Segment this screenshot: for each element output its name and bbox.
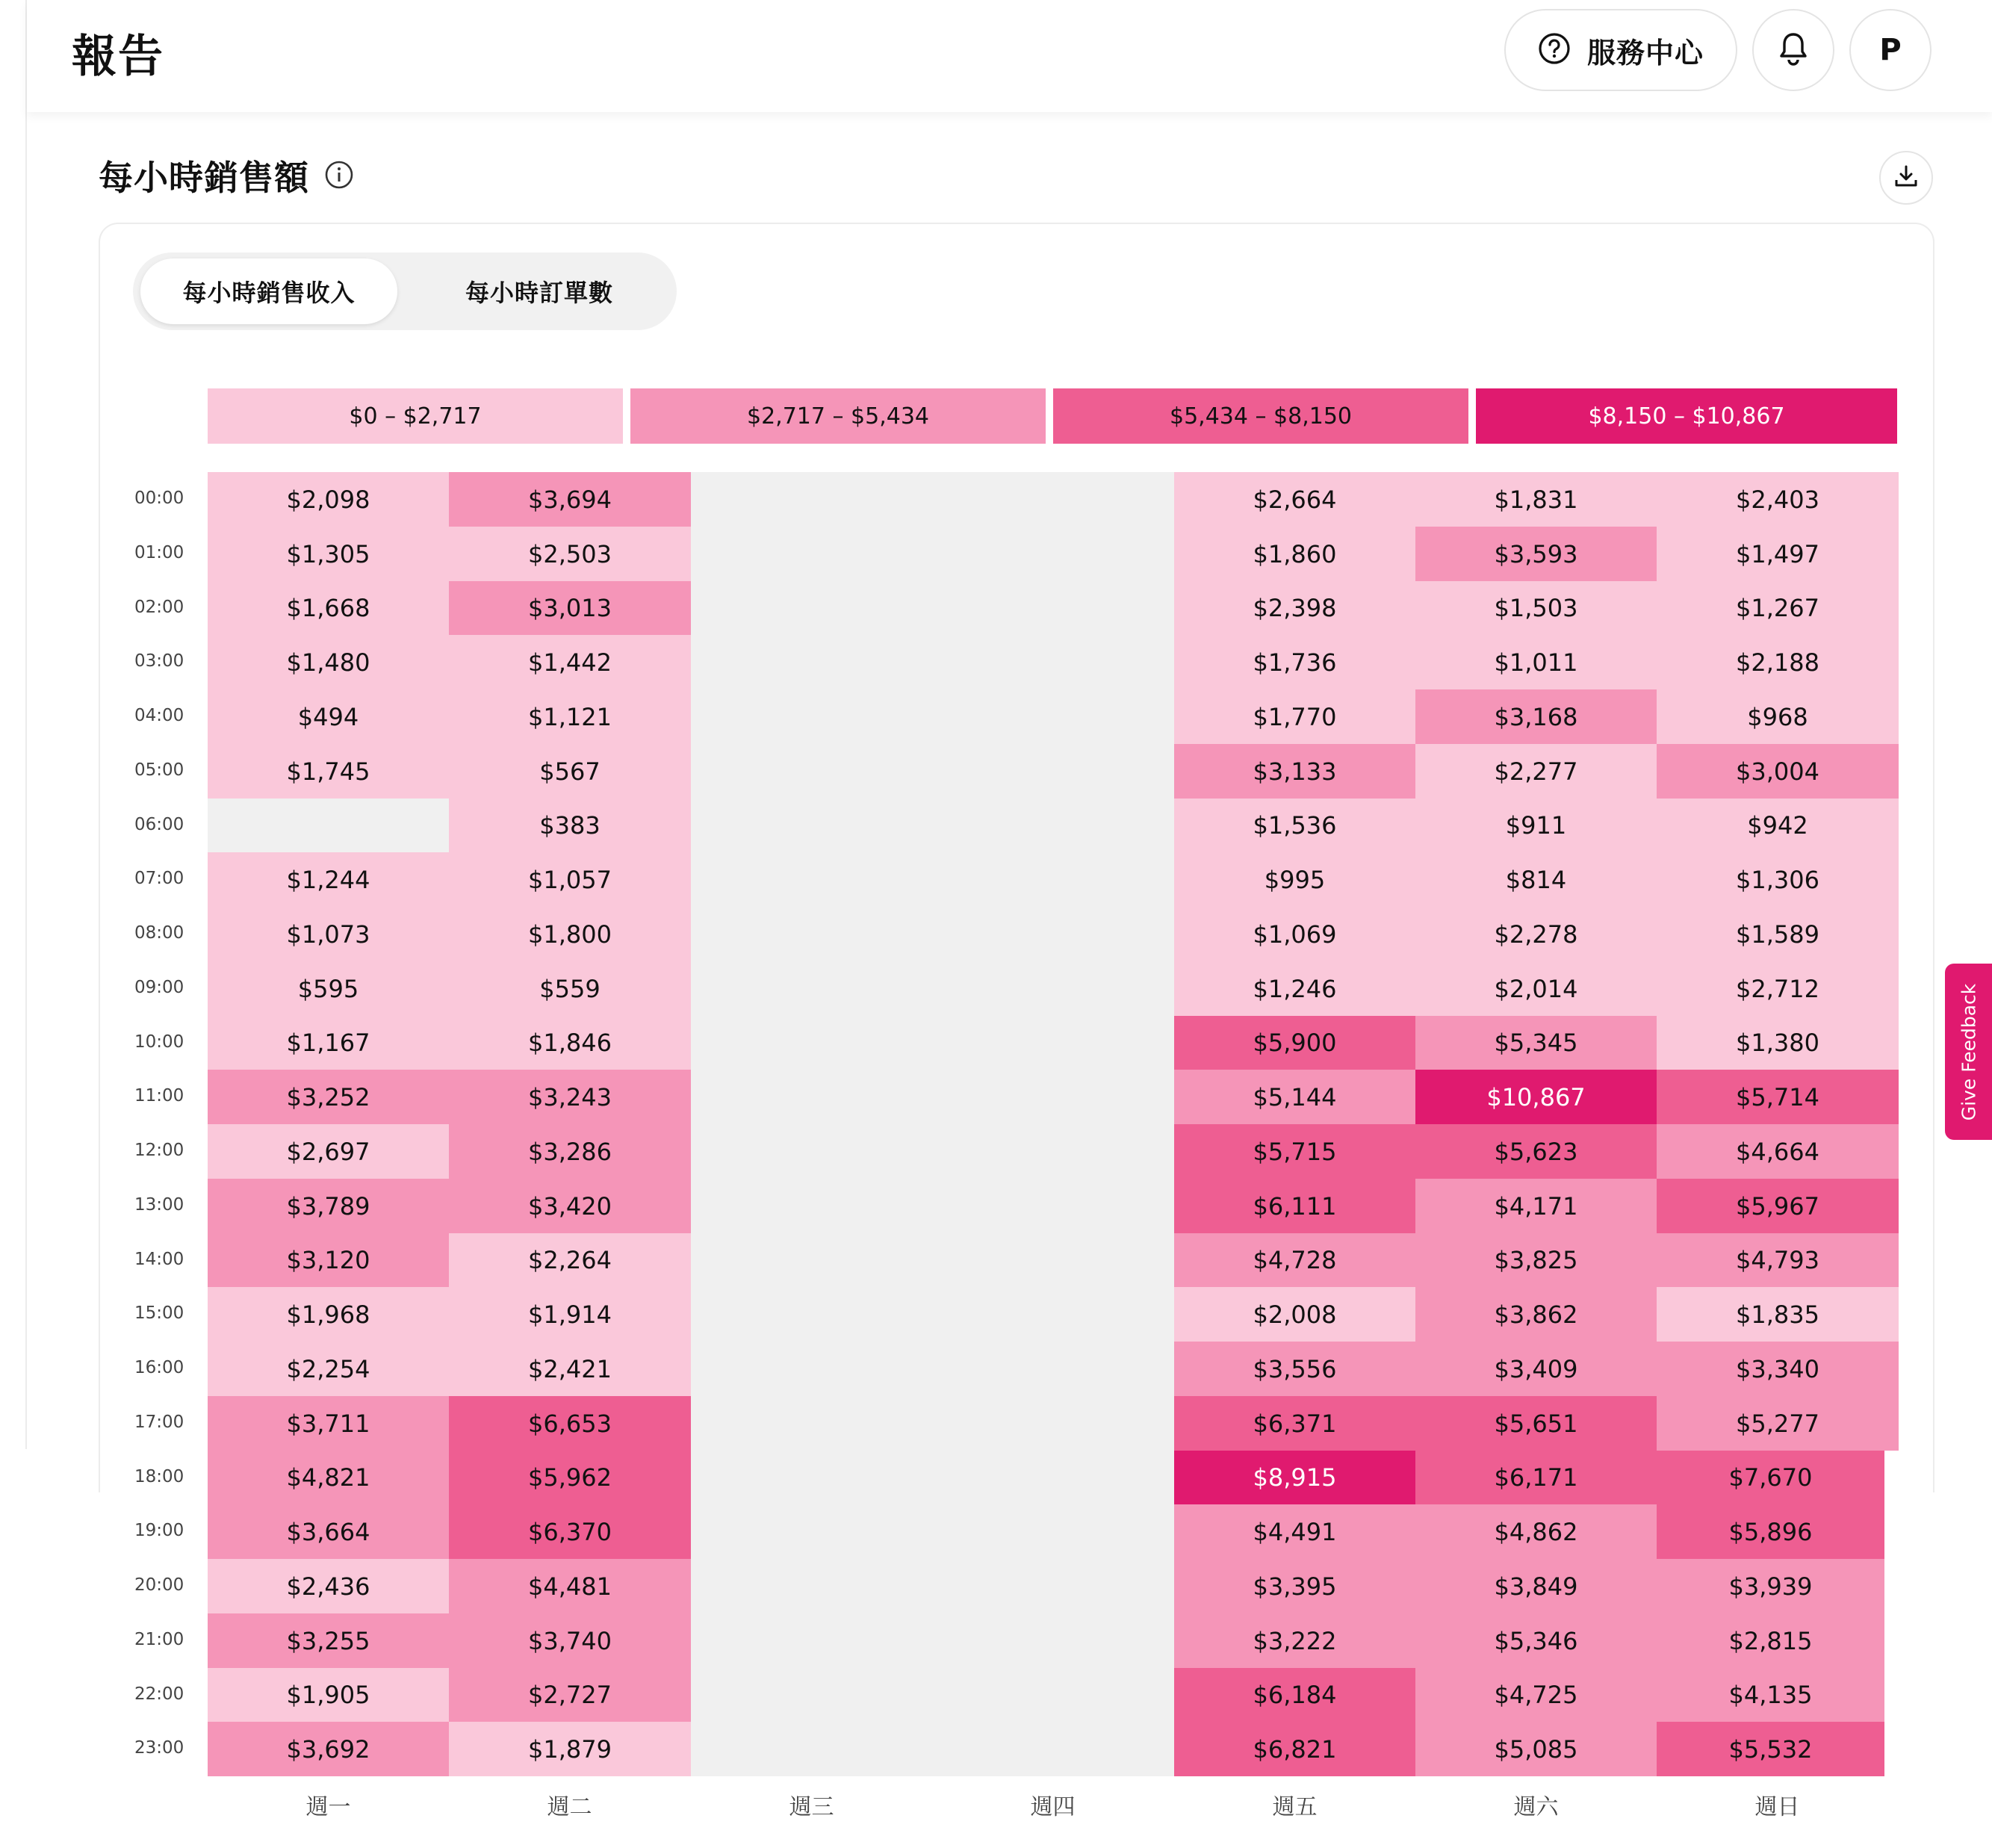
heatmap-cell[interactable]: $2,254 (208, 1342, 449, 1396)
heatmap-cell[interactable]: $2,008 (1174, 1287, 1415, 1342)
legend-bucket-4: $8,150 – $10,867 (1476, 388, 1897, 444)
heatmap-cell[interactable]: $2,278 (1415, 907, 1657, 961)
heatmap-cell[interactable]: $3,013 (449, 581, 691, 635)
heatmap-cell[interactable]: $1,380 (1657, 1016, 1899, 1070)
heatmap-cell[interactable] (932, 689, 1174, 744)
heatmap-cell[interactable] (691, 1287, 932, 1342)
heatmap-cell[interactable]: $8,915 (1174, 1451, 1415, 1504)
heatmap-cell[interactable]: $1,745 (208, 744, 449, 799)
heatmap-cell[interactable]: $3,692 (208, 1722, 449, 1776)
heatmap-cell[interactable]: $2,188 (1657, 635, 1899, 689)
heatmap-cell[interactable]: $3,420 (449, 1179, 691, 1233)
hour-label: 09:00 (134, 977, 184, 997)
heatmap-cell[interactable] (691, 1016, 932, 1070)
help-icon (1538, 32, 1571, 68)
heatmap-cell[interactable] (932, 581, 1174, 635)
hour-label: 10:00 (134, 1032, 184, 1052)
heatmap-cell[interactable]: $2,664 (1174, 472, 1415, 527)
page-title: 報告 (72, 31, 164, 83)
heatmap-cell[interactable]: $1,879 (449, 1722, 691, 1776)
info-icon[interactable] (324, 160, 354, 193)
heatmap-cell[interactable] (691, 1504, 932, 1559)
heatmap-cell[interactable]: $1,860 (1174, 527, 1415, 581)
heatmap-cell[interactable]: $4,728 (1174, 1233, 1415, 1287)
heatmap-cell[interactable]: $1,442 (449, 635, 691, 689)
heatmap-cell[interactable]: $2,436 (208, 1559, 449, 1613)
hour-label: 14:00 (134, 1249, 184, 1269)
heatmap-cell[interactable]: $3,939 (1657, 1559, 1884, 1613)
heatmap-cell[interactable]: $6,653 (449, 1396, 691, 1451)
heatmap-cell[interactable]: $2,403 (1657, 472, 1899, 527)
heatmap-cell[interactable] (932, 1233, 1174, 1287)
heatmap-cell[interactable] (932, 1504, 1174, 1559)
hour-label: 08:00 (134, 923, 184, 943)
heatmap-cell[interactable] (932, 1070, 1174, 1124)
heatmap-cell[interactable]: $5,896 (1657, 1504, 1884, 1559)
hour-label: 05:00 (134, 760, 184, 780)
heatmap-cell[interactable]: $2,264 (449, 1233, 691, 1287)
hour-label: 07:00 (134, 869, 184, 889)
heatmap-cell[interactable]: $3,168 (1415, 689, 1657, 744)
heatmap-cell[interactable] (208, 799, 449, 852)
heatmap-cell[interactable] (691, 1559, 932, 1613)
hour-label: 11:00 (134, 1086, 184, 1106)
heatmap-cell[interactable] (932, 1668, 1174, 1722)
heatmap-cell[interactable]: $6,370 (449, 1504, 691, 1559)
hour-label: 00:00 (134, 489, 184, 508)
heatmap-cell[interactable]: $6,371 (1174, 1396, 1415, 1451)
hour-label: 19:00 (134, 1521, 184, 1541)
heatmap-cell[interactable]: $2,503 (449, 527, 691, 581)
heatmap-cell[interactable] (932, 961, 1174, 1016)
heatmap-cell[interactable]: $2,098 (208, 472, 449, 527)
heatmap-cell[interactable]: $4,725 (1415, 1668, 1657, 1722)
help-center-label: 服務中心 (1586, 36, 1704, 69)
heatmap-cell[interactable]: $3,556 (1174, 1342, 1415, 1396)
heatmap-cell[interactable]: $3,395 (1174, 1559, 1415, 1613)
hour-label: 18:00 (134, 1466, 184, 1486)
heatmap-cell[interactable] (932, 527, 1174, 581)
give-feedback-label: Give Feedback (1958, 983, 1979, 1120)
heatmap-cell[interactable]: $2,014 (1415, 961, 1657, 1016)
heatmap-cell[interactable]: $383 (449, 799, 691, 852)
heatmap-cell[interactable]: $1,589 (1657, 907, 1899, 961)
heatmap-cell[interactable] (932, 744, 1174, 799)
heatmap-cell[interactable]: $2,421 (449, 1342, 691, 1396)
avatar-button[interactable] (1849, 9, 1932, 91)
help-center-button[interactable] (1504, 9, 1737, 91)
heatmap-cell[interactable]: $1,846 (449, 1016, 691, 1070)
heatmap-cell[interactable] (932, 472, 1174, 527)
heatmap-cell[interactable]: $6,171 (1415, 1451, 1657, 1504)
heatmap-cell[interactable] (691, 852, 932, 907)
heatmap-cell[interactable] (932, 1342, 1174, 1396)
heatmap-cell[interactable] (691, 1070, 932, 1124)
heatmap-cell[interactable]: $3,004 (1657, 744, 1899, 799)
heatmap-cell[interactable]: $6,111 (1174, 1179, 1415, 1233)
heatmap-cell[interactable] (691, 1396, 932, 1451)
heatmap-cell[interactable]: $5,085 (1415, 1722, 1657, 1776)
tab-hourly-orders[interactable]: 每小時訂單數 (465, 279, 613, 307)
heatmap-cell[interactable] (932, 1451, 1174, 1504)
heatmap-cell[interactable]: $1,770 (1174, 689, 1415, 744)
download-button[interactable] (1879, 151, 1933, 205)
heatmap-cell[interactable]: $5,715 (1174, 1124, 1415, 1179)
hour-label: 06:00 (134, 814, 184, 834)
heatmap-cell[interactable] (691, 744, 932, 799)
heatmap-cell[interactable]: $4,135 (1657, 1668, 1884, 1722)
notifications-button[interactable] (1752, 9, 1834, 91)
heatmap-cell[interactable]: $6,821 (1174, 1722, 1415, 1776)
heatmap-cell[interactable]: $5,967 (1657, 1179, 1899, 1233)
heatmap-cell[interactable]: $4,491 (1174, 1504, 1415, 1559)
heatmap-cell[interactable]: $1,831 (1415, 472, 1657, 527)
avatar-initial: P (1879, 33, 1902, 67)
heatmap-cell[interactable] (932, 1287, 1174, 1342)
day-label: 週四 (1030, 1794, 1076, 1820)
heatmap-cell[interactable] (932, 1396, 1174, 1451)
hour-label: 13:00 (134, 1194, 184, 1215)
section-title: 每小時銷售額 (99, 158, 309, 198)
heatmap-cell[interactable]: $3,340 (1657, 1342, 1899, 1396)
heatmap-cell[interactable] (932, 1722, 1174, 1776)
heatmap-cell[interactable]: $3,694 (449, 472, 691, 527)
heatmap-cell[interactable] (691, 581, 932, 635)
left-border (25, 0, 27, 1449)
heatmap-cell[interactable]: $968 (1657, 689, 1899, 744)
heatmap-cell[interactable]: $3,825 (1415, 1233, 1657, 1287)
heatmap-cell[interactable]: $3,664 (208, 1504, 449, 1559)
heatmap-cell[interactable]: $5,532 (1657, 1722, 1884, 1776)
heatmap-cell[interactable]: $3,789 (208, 1179, 449, 1233)
heatmap-cell[interactable]: $1,736 (1174, 635, 1415, 689)
heatmap-cell[interactable]: $3,255 (208, 1613, 449, 1668)
bell-icon (1777, 31, 1810, 69)
day-label: 週三 (789, 1794, 834, 1820)
day-label: 週日 (1754, 1794, 1800, 1820)
heatmap-cell[interactable]: $1,503 (1415, 581, 1657, 635)
heatmap-cell[interactable]: $5,345 (1415, 1016, 1657, 1070)
day-label: 週六 (1513, 1794, 1559, 1820)
heatmap-cell[interactable]: $4,821 (208, 1451, 449, 1504)
heatmap-cell[interactable]: $1,306 (1657, 852, 1899, 907)
heatmap-cell[interactable]: $4,664 (1657, 1124, 1899, 1179)
hour-label: 23:00 (134, 1738, 184, 1758)
heatmap-cell[interactable] (691, 527, 932, 581)
heatmap-cell[interactable]: $1,668 (208, 581, 449, 635)
heatmap-cell[interactable]: $2,815 (1657, 1613, 1884, 1668)
heatmap-cell[interactable]: $2,712 (1657, 961, 1899, 1016)
heatmap-cell[interactable]: $1,057 (449, 852, 691, 907)
heatmap-cell[interactable]: $3,711 (208, 1396, 449, 1451)
heatmap-cell[interactable]: $595 (208, 961, 449, 1016)
heatmap-cell[interactable]: $2,277 (1415, 744, 1657, 799)
metric-toggle (133, 252, 677, 330)
heatmap-cell[interactable] (691, 1342, 932, 1396)
heatmap-cell[interactable]: $2,398 (1174, 581, 1415, 635)
heatmap-cell[interactable]: $567 (449, 744, 691, 799)
heatmap-cell[interactable] (691, 799, 932, 852)
hour-label: 12:00 (134, 1141, 184, 1160)
heatmap-cell[interactable]: $5,346 (1415, 1613, 1657, 1668)
heatmap-cell[interactable]: $1,069 (1174, 907, 1415, 961)
heatmap-cell[interactable] (932, 907, 1174, 961)
heatmap-cell[interactable]: $4,481 (449, 1559, 691, 1613)
hour-label: 15:00 (134, 1303, 184, 1324)
heatmap-cell[interactable]: $5,277 (1657, 1396, 1899, 1451)
heatmap-cell[interactable]: $3,593 (1415, 527, 1657, 581)
heatmap-cell[interactable] (932, 1559, 1174, 1613)
hour-label: 21:00 (134, 1629, 184, 1649)
heatmap-cell[interactable]: $559 (449, 961, 691, 1016)
heatmap-cell[interactable]: $2,727 (449, 1668, 691, 1722)
heatmap-cell[interactable]: $3,243 (449, 1070, 691, 1124)
heatmap-cell[interactable] (691, 472, 932, 527)
heatmap-cell[interactable] (932, 635, 1174, 689)
heatmap-cell[interactable] (932, 1179, 1174, 1233)
hour-label: 22:00 (134, 1684, 184, 1704)
heatmap-cell[interactable]: $1,167 (208, 1016, 449, 1070)
heatmap-cell[interactable]: $1,011 (1415, 635, 1657, 689)
legend-bucket-2: $2,717 – $5,434 (630, 388, 1046, 444)
heatmap-cell[interactable]: $1,497 (1657, 527, 1899, 581)
heatmap-cell[interactable]: $5,651 (1415, 1396, 1657, 1451)
legend-bucket-3: $5,434 – $8,150 (1053, 388, 1468, 444)
hour-label: 04:00 (134, 706, 184, 725)
heatmap-cell[interactable] (691, 1233, 932, 1287)
heatmap-cell[interactable] (691, 907, 932, 961)
heatmap-cell[interactable]: $1,800 (449, 907, 691, 961)
hour-label: 01:00 (134, 542, 184, 562)
heatmap-cell[interactable]: $942 (1657, 799, 1899, 852)
tab-hourly-revenue[interactable]: 每小時銷售收入 (140, 258, 397, 324)
heatmap-cell[interactable]: $6,184 (1174, 1668, 1415, 1722)
heatmap-cell[interactable]: $1,480 (208, 635, 449, 689)
heatmap-cell[interactable]: $5,962 (449, 1451, 691, 1504)
heatmap-cell[interactable]: $911 (1415, 799, 1657, 852)
heatmap-cell[interactable]: $1,073 (208, 907, 449, 961)
heatmap-cell[interactable]: $995 (1174, 852, 1415, 907)
heatmap-cell[interactable]: $1,835 (1657, 1287, 1899, 1342)
heatmap-cell[interactable]: $4,862 (1415, 1504, 1657, 1559)
heatmap-cell[interactable] (932, 1016, 1174, 1070)
heatmap-cell[interactable]: $1,121 (449, 689, 691, 744)
heatmap-cell[interactable]: $1,305 (208, 527, 449, 581)
heatmap-cell[interactable]: $3,120 (208, 1233, 449, 1287)
heatmap-cell[interactable]: $1,267 (1657, 581, 1899, 635)
heatmap-cell[interactable] (691, 1668, 932, 1722)
heatmap-cell[interactable]: $1,968 (208, 1287, 449, 1342)
hour-label: 17:00 (134, 1412, 184, 1432)
heatmap-cell[interactable]: $3,222 (1174, 1613, 1415, 1668)
heatmap-cell[interactable]: $10,867 (1415, 1070, 1657, 1124)
heatmap-cell[interactable] (691, 1179, 932, 1233)
hour-label: 16:00 (134, 1358, 184, 1377)
hour-label: 03:00 (134, 651, 184, 672)
day-label: 週二 (547, 1794, 592, 1820)
heatmap-cell[interactable] (691, 635, 932, 689)
heatmap-cell[interactable]: $1,914 (449, 1287, 691, 1342)
heatmap-cell[interactable]: $3,252 (208, 1070, 449, 1124)
heatmap-cell[interactable] (932, 799, 1174, 852)
heatmap-cell[interactable]: $3,409 (1415, 1342, 1657, 1396)
heatmap-cell[interactable]: $3,849 (1415, 1559, 1657, 1613)
legend-bucket-1: $0 – $2,717 (208, 388, 623, 444)
heatmap-cell[interactable]: $2,697 (208, 1124, 449, 1179)
heatmap-cell[interactable]: $7,670 (1657, 1451, 1884, 1504)
heatmap-cell[interactable]: $3,133 (1174, 744, 1415, 799)
heatmap-cell[interactable] (691, 1124, 932, 1179)
heatmap-cell[interactable]: $3,862 (1415, 1287, 1657, 1342)
heatmap-cell[interactable] (691, 961, 932, 1016)
download-icon (1893, 164, 1919, 192)
day-label: 週一 (305, 1794, 351, 1820)
heatmap-cell[interactable]: $3,740 (449, 1613, 691, 1668)
heatmap-cell[interactable]: $3,286 (449, 1124, 691, 1179)
heatmap-cell[interactable]: $1,536 (1174, 799, 1415, 852)
heatmap-cell[interactable]: $5,900 (1174, 1016, 1415, 1070)
heatmap-cell[interactable]: $494 (208, 689, 449, 744)
heatmap-cell[interactable]: $4,793 (1657, 1233, 1899, 1287)
heatmap-cell[interactable]: $5,144 (1174, 1070, 1415, 1124)
day-label: 週五 (1272, 1794, 1318, 1820)
heatmap-cell[interactable]: $1,244 (208, 852, 449, 907)
hour-label: 02:00 (134, 597, 184, 617)
hour-label: 20:00 (134, 1575, 184, 1595)
heatmap-cell[interactable] (691, 1451, 932, 1504)
heatmap-cell[interactable] (691, 1613, 932, 1668)
heatmap-cell[interactable]: $5,714 (1657, 1070, 1899, 1124)
heatmap-cell[interactable]: $814 (1415, 852, 1657, 907)
heatmap-cell[interactable]: $5,623 (1415, 1124, 1657, 1179)
heatmap-cell[interactable] (932, 1124, 1174, 1179)
give-feedback-button[interactable] (1945, 964, 1992, 1140)
heatmap-cell[interactable]: $1,246 (1174, 961, 1415, 1016)
heatmap-cell[interactable] (932, 852, 1174, 907)
heatmap-cell[interactable]: $1,905 (208, 1668, 449, 1722)
heatmap-cell[interactable] (691, 689, 932, 744)
heatmap-cell[interactable]: $4,171 (1415, 1179, 1657, 1233)
heatmap-cell[interactable] (691, 1722, 932, 1776)
heatmap-cell[interactable] (932, 1613, 1174, 1668)
